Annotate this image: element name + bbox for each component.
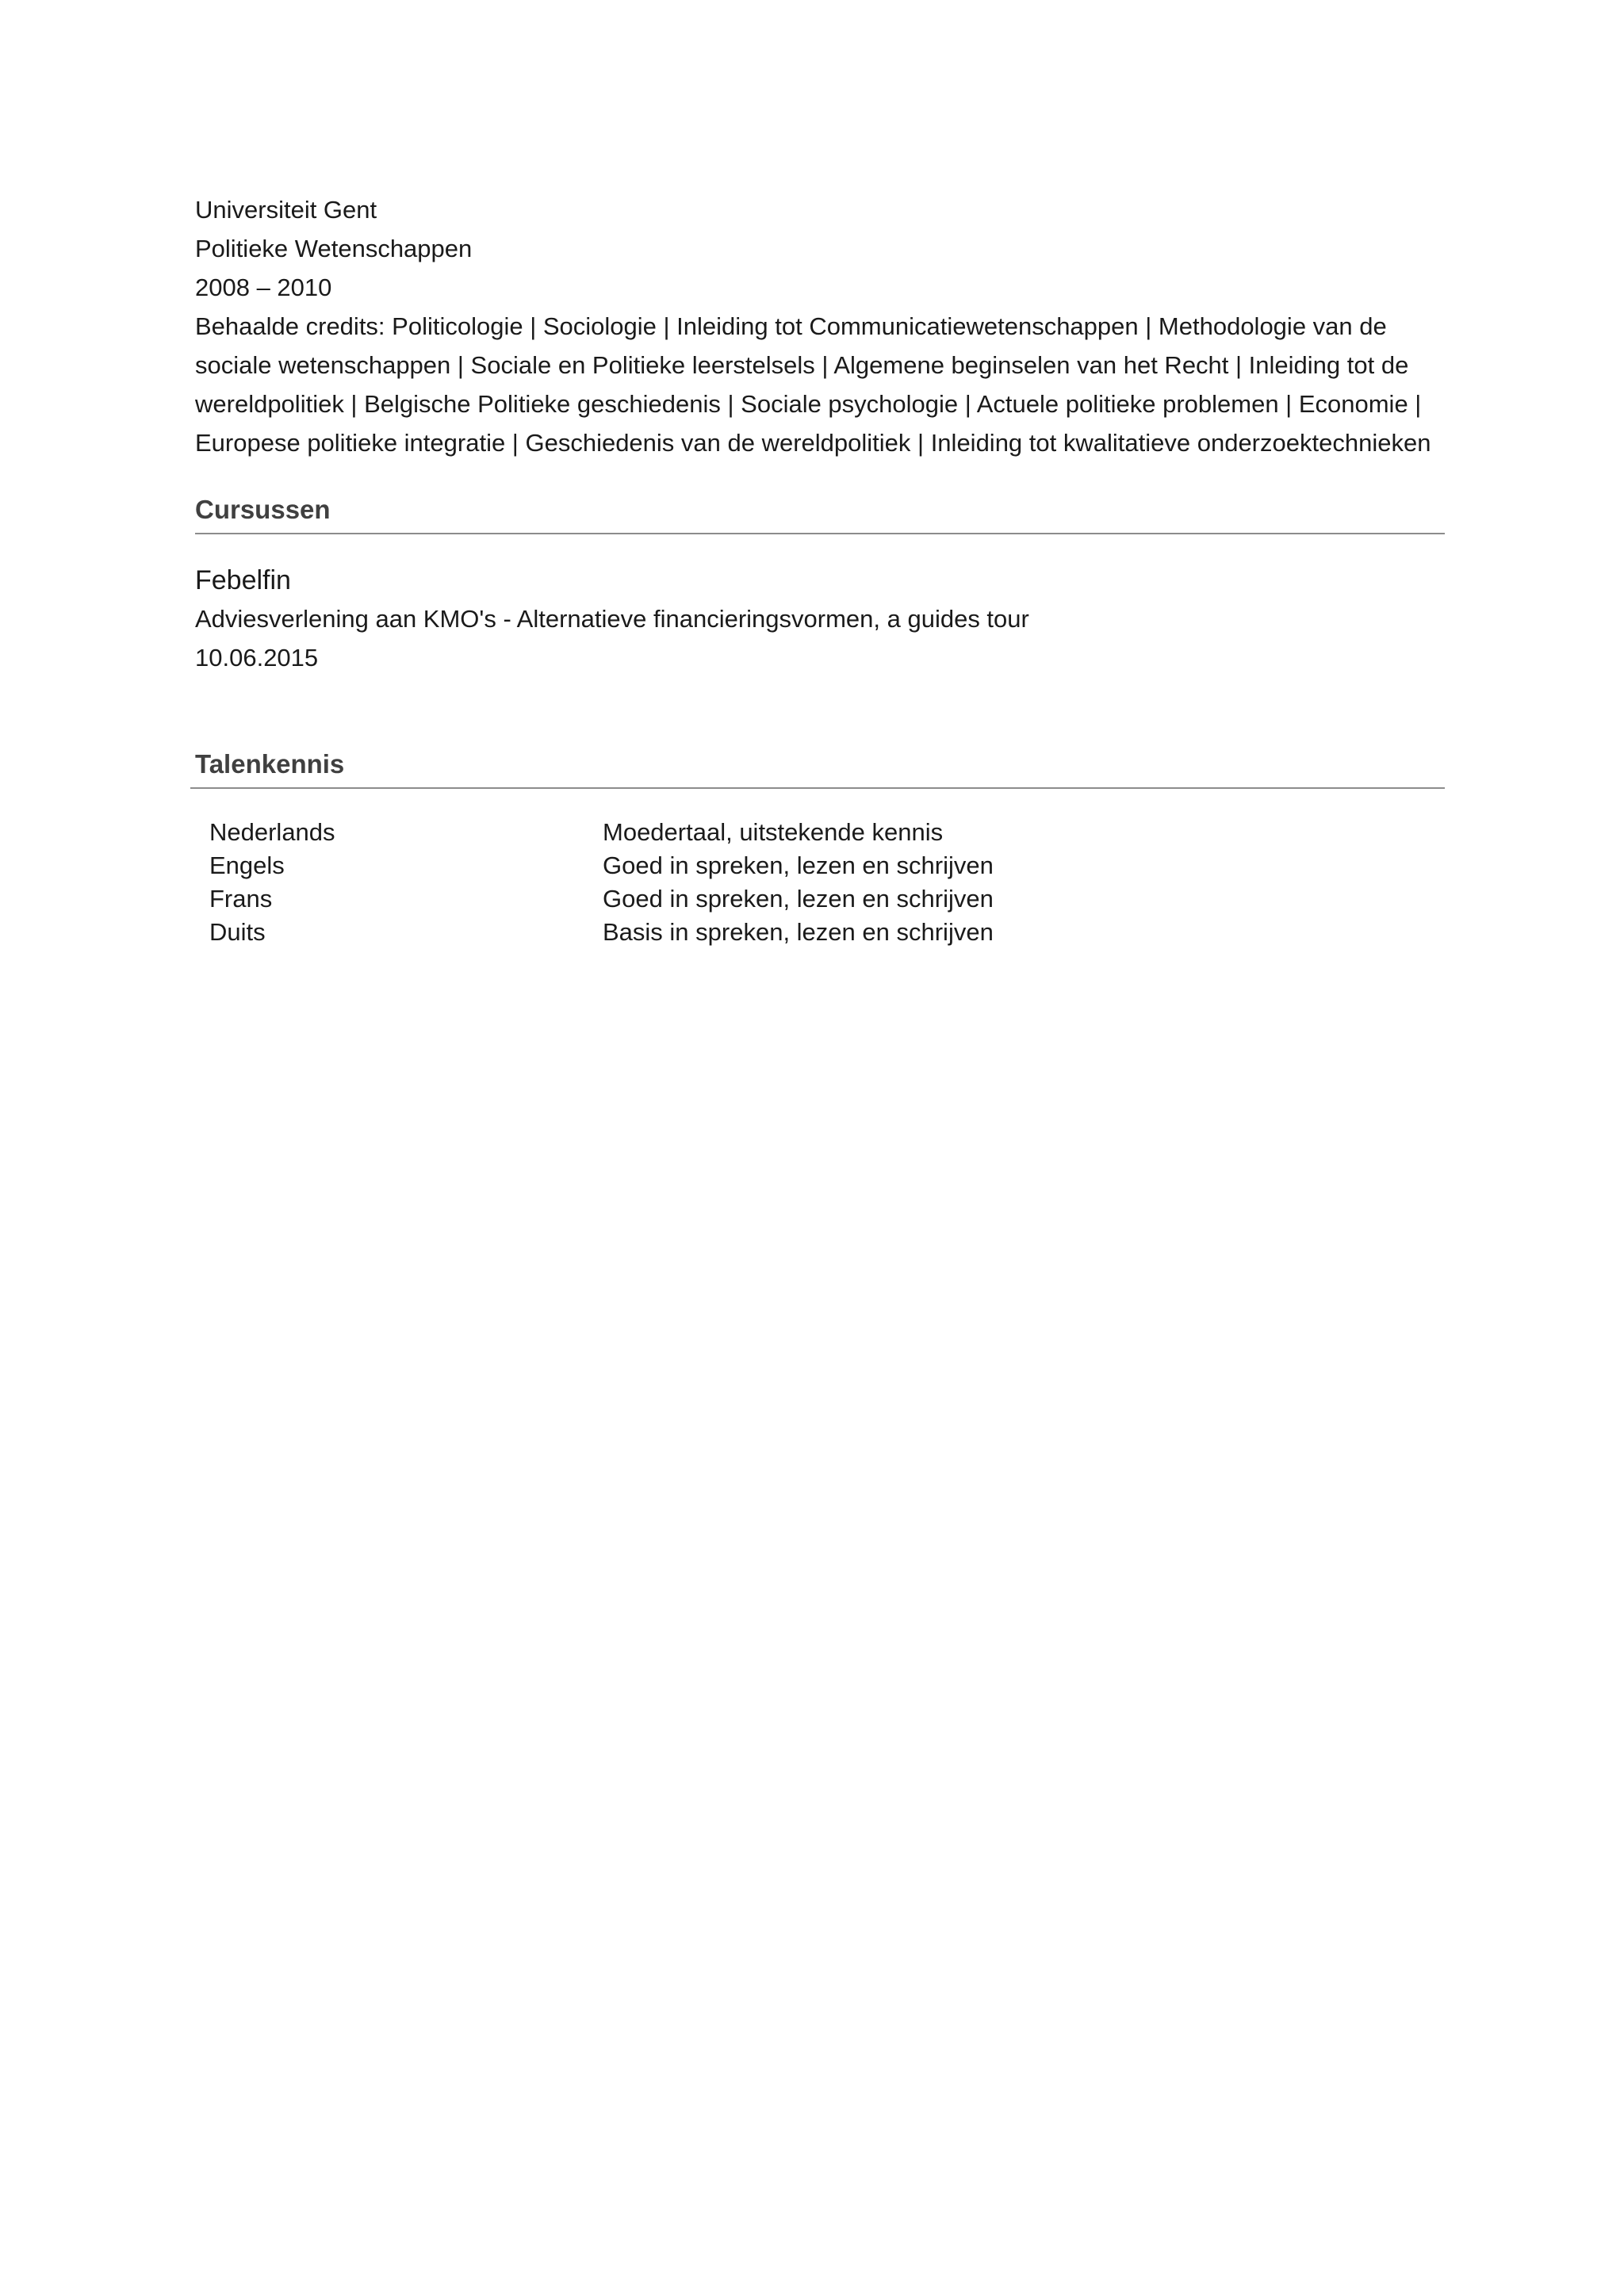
language-name: Frans bbox=[209, 885, 273, 913]
education-institution: Universiteit Gent bbox=[195, 196, 377, 224]
courses-section bbox=[195, 491, 1445, 677]
education-credits: Behaalde credits: Politicologie | Sociologie | Inleiding tot Communicatiewetenschappen | Methodologie van de sociale wetenschappen | Sociale en Politieke leerstelsels | Algemene beginselen van het Recht | Inleiding tot de wereldpolitiek | Belgische Politieke geschiedenis | Sociale psychologie | Actuele politieke problemen | Economie | Europese politieke integratie | Geschiedenis van de wereldpolitiek | Inleiding tot kwalitatieve onderzoektechnieken bbox=[195, 312, 1431, 457]
education-period: 2008 – 2010 bbox=[195, 274, 332, 301]
table-row bbox=[209, 882, 994, 916]
course-date: 10.06.2015 bbox=[195, 644, 319, 672]
language-name: Engels bbox=[209, 851, 285, 879]
language-name: Nederlands bbox=[209, 818, 335, 846]
document-page bbox=[195, 190, 1445, 949]
language-level: Goed in spreken, lezen en schrijven bbox=[603, 885, 994, 913]
course-description: Adviesverlening aan KMO's - Alternatieve financieringsvormen, a guides tour bbox=[195, 605, 1029, 633]
languages-divider bbox=[190, 787, 1445, 789]
course-organization: Febelfin bbox=[195, 565, 291, 595]
language-name: Duits bbox=[209, 918, 266, 946]
courses-title: Cursussen bbox=[195, 495, 331, 524]
course-item bbox=[195, 561, 1445, 677]
table-row bbox=[209, 916, 994, 949]
languages-title: Talenkennis bbox=[195, 749, 345, 779]
courses-divider bbox=[195, 533, 1445, 534]
languages-table bbox=[209, 816, 994, 949]
education-section bbox=[195, 190, 1445, 462]
language-level: Goed in spreken, lezen en schrijven bbox=[603, 851, 994, 879]
table-row bbox=[209, 816, 994, 849]
education-program: Politieke Wetenschappen bbox=[195, 235, 473, 262]
languages-section bbox=[195, 745, 1445, 949]
language-level: Basis in spreken, lezen en schrijven bbox=[603, 918, 994, 946]
language-level: Moedertaal, uitstekende kennis bbox=[603, 818, 944, 846]
table-row bbox=[209, 849, 994, 882]
